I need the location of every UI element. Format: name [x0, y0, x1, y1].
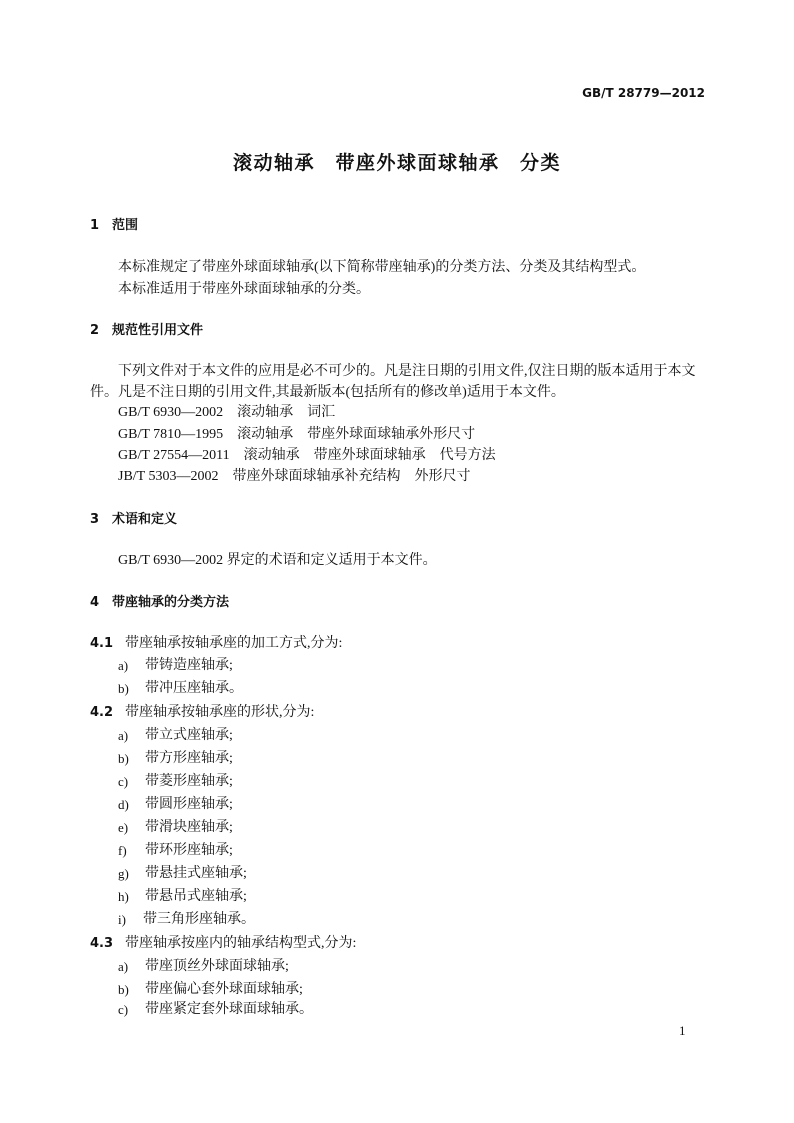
- list-item-text: 带立式座轴承;: [145, 728, 233, 743]
- list-item-label: b): [118, 751, 129, 766]
- section-3-paragraph: GB/T 6930—2002 界定的术语和定义适用于本文件。: [118, 553, 437, 568]
- section-3-title: 术语和定义: [112, 512, 178, 527]
- list-item-label: a): [118, 728, 129, 743]
- list-item-text: 带滑块座轴承;: [145, 820, 233, 835]
- clause-4-3-text: 带座轴承按座内的轴承结构型式,分为:: [125, 936, 357, 951]
- list-item-text: 带方形座轴承;: [145, 751, 233, 766]
- section-1-paragraph-2: 本标准适用于带座外球面球轴承的分类。: [118, 282, 370, 297]
- clause-4-1-text: 带座轴承按轴承座的加工方式,分为:: [125, 636, 343, 651]
- section-4-number: 4: [90, 595, 100, 610]
- clause-4-2-number: 4.2: [90, 705, 114, 720]
- list-item-text: 带三角形座轴承。: [143, 912, 255, 927]
- list-item-label: b): [118, 982, 129, 997]
- section-2-intro-line-2: 件。凡是不注日期的引用文件,其最新版本(包括所有的修改单)适用于本文件。: [90, 385, 565, 400]
- list-item-label: a): [118, 959, 129, 974]
- clause-4-2-text: 带座轴承按轴承座的形状,分为:: [125, 705, 315, 720]
- section-1-paragraph-1: 本标准规定了带座外球面球轴承(以下简称带座轴承)的分类方法、分类及其结构型式。: [118, 260, 646, 275]
- list-item-label: i): [118, 912, 126, 927]
- section-2-intro-line-1: 下列文件对于本文件的应用是必不可少的。凡是注日期的引用文件,仅注日期的版本适用于本文: [118, 364, 696, 379]
- list-item-text: 带菱形座轴承;: [145, 774, 233, 789]
- list-item-text: 带冲压座轴承。: [145, 681, 243, 696]
- list-item-label: b): [118, 681, 129, 696]
- list-item-label: h): [118, 889, 129, 904]
- section-2-number: 2: [90, 323, 100, 338]
- list-item-text: 带悬挂式座轴承;: [145, 866, 247, 881]
- list-item-label: f): [118, 843, 127, 858]
- reference-item: GB/T 27554—2011 滚动轴承 带座外球面球轴承 代号方法: [118, 448, 496, 463]
- list-item-label: c): [118, 774, 129, 789]
- list-item-label: c): [118, 1002, 129, 1017]
- reference-item: GB/T 6930—2002 滚动轴承 词汇: [118, 405, 336, 420]
- clause-4-1-number: 4.1: [90, 636, 114, 651]
- clause-4-3-number: 4.3: [90, 936, 114, 951]
- list-item-label: a): [118, 658, 129, 673]
- list-item-text: 带环形座轴承;: [145, 843, 233, 858]
- document-title: 滚动轴承 带座外球面球轴承 分类: [232, 152, 561, 174]
- reference-item: JB/T 5303—2002 带座外球面球轴承补充结构 外形尺寸: [118, 469, 471, 484]
- section-3-number: 3: [90, 512, 100, 527]
- list-item-label: g): [118, 866, 129, 881]
- list-item-text: 带座偏心套外球面球轴承;: [145, 982, 303, 997]
- section-2-title: 规范性引用文件: [112, 323, 204, 338]
- standard-code: GB/T 28779—2012: [582, 86, 705, 100]
- reference-item: GB/T 7810—1995 滚动轴承 带座外球面球轴承外形尺寸: [118, 427, 476, 442]
- list-item-label: e): [118, 820, 129, 835]
- list-item-text: 带铸造座轴承;: [145, 658, 233, 673]
- list-item-text: 带座顶丝外球面球轴承;: [145, 959, 289, 974]
- list-item-label: d): [118, 797, 129, 812]
- section-1-number: 1: [90, 218, 100, 233]
- section-1-title: 范围: [112, 218, 139, 233]
- list-item-text: 带圆形座轴承;: [145, 797, 233, 812]
- list-item-text: 带座紧定套外球面球轴承。: [145, 1002, 313, 1017]
- list-item-text: 带悬吊式座轴承;: [145, 889, 247, 904]
- section-4-title: 带座轴承的分类方法: [112, 595, 230, 610]
- page-number: 1: [679, 1023, 686, 1038]
